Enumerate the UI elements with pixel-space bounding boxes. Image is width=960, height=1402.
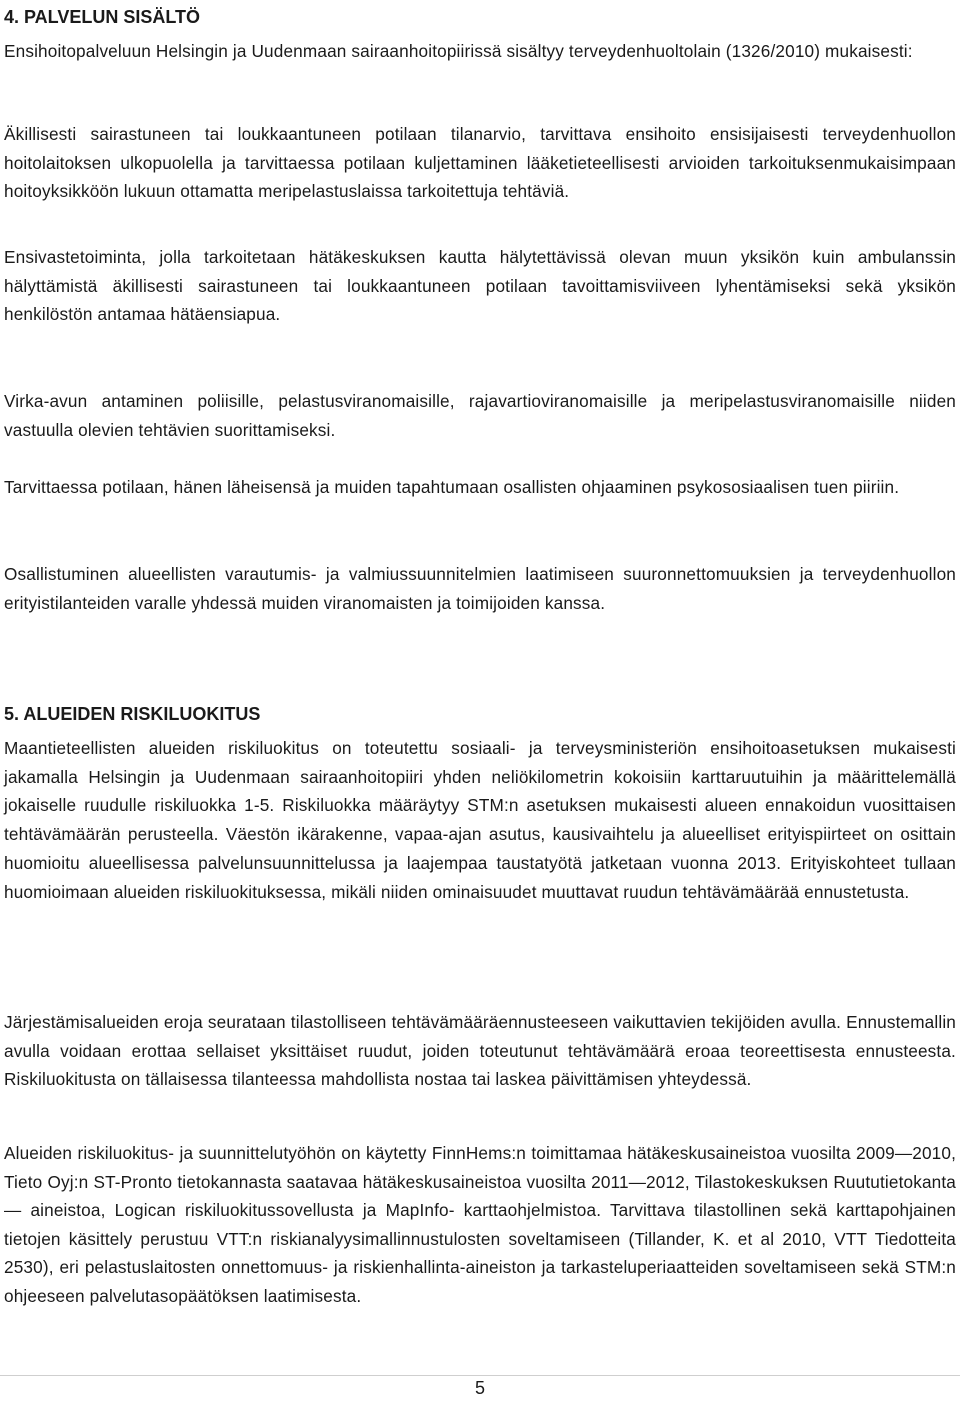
service-item-5: Osallistuminen alueellisten varautumis- ja valmiussuunnitelmien laatimiseen suuronnettomuuksien ja terveydenhuollon erityistilanteiden varalle yhdessä muiden viranomaisten ja toimijoiden kanssa. (4, 564, 956, 613)
risk-paragraph-1: Maantieteellisten alueiden riskiluokitus on toteutettu sosiaali- ja terveysministeriön ensihoitoasetuksen mukaisesti jakamalla Helsingin ja Uudenmaan sairaanhoitopiiri yhden neliökilometrin kokoisiin karttaruutuihin ja määrittelemällä jokaiselle ruudulle riskiluokka 1-5. Riskiluokka määräytyy STM:n asetuksen mukaisesti alueen ennakoidun vuosittaisen tehtävämäärän perusteella. Väestön ikärakenne, vapaa-ajan asutus, kausivaihtelu ja alueelliset erityispiirteet on osittain huomioitu alueellisessa palvelunsuunnittelussa ja laajempaa taustatyötä jatketaan vuonna 2013. Erityiskohteet tullaan huomioimaan alueiden riskiluokituksessa, mikäli niiden ominaisuudet muuttavat ruudun tehtävämäärää ennustetusta. (4, 738, 956, 902)
risk-paragraph-2: Järjestämisalueiden eroja seurataan tilastolliseen tehtävämääräennusteeseen vaikuttavien tekijöiden avulla. Ennustemallin avulla voidaan erottaa sellaiset yksittäiset ruudut, joiden toteutunut tehtävämäärä eroaa teoreettisesta ennusteesta. Riskiluokitusta on tällaisessa tilanteessa mahdollista nostaa tai laskea päivittämisen yhteydessä. (4, 1012, 956, 1090)
page-number: 5 (474, 1378, 485, 1398)
section-4-intro: Ensihoitopalveluun Helsingin ja Uudenmaan sairaanhoitopiirissä sisältyy terveydenhuoltolain (1326/2010) mukaisesti: (4, 41, 913, 61)
footer-divider (0, 1375, 960, 1376)
section-5-heading: 5. ALUEIDEN RISKILUOKITUS (4, 704, 261, 724)
service-item-4: Tarvittaessa potilaan, hänen läheisensä ja muiden tapahtumaan osallisten ohjaaminen psykososiaalisen tuen piiriin. (4, 477, 900, 497)
service-item-2: Ensivastetoiminta, jolla tarkoitetaan hätäkeskuksen kautta hälytettävissä olevan muun yksikön kuin ambulanssin hälyttämistä äkillisesti sairastuneen tai loukkaantuneen potilaan tavoittamisviiveen lyhentämiseksi sekä yksikön henkilöstön antamaa hätäensiapua. (4, 247, 956, 325)
service-item-1: Äkillisesti sairastuneen tai loukkaantuneen potilaan tilanarvio, tarvittava ensihoito ensisijaisesti terveydenhuollon hoitolaitoksen ulkopuolella ja tarvittaessa potilaan kuljettaminen lääketieteellisesti arvioiden tarkoituksenmukaisimpaan hoitoyksikköön lukuun ottamatta meripelastuslaissa tarkoitettuja tehtäviä. (4, 124, 956, 202)
section-4-heading: 4. PALVELUN SISÄLTÖ (4, 7, 201, 27)
service-item-3: Virka-avun antaminen poliisille, pelastusviranomaisille, rajavartioviranomaisille ja meripelastusviranomaisille niiden vastuulla olevien tehtävien suorittamiseksi. (4, 391, 956, 440)
risk-paragraph-3: Alueiden riskiluokitus- ja suunnittelutyöhön on käytetty FinnHems:n toimittamaa hätäkeskusaineistoa vuosilta 2009—2010, Tieto Oyj:n ST-Pronto tietokannasta saatavaa hätäkeskusaineistoa vuosilta 2011—2012, Tilastokeskuksen Ruututietokanta — aineistoa, Logican riskiluokitussovellusta ja MapInfo- karttaohjelmistoa. Tarvittava tilastollinen sekä karttapohjainen tietojen käsittely perustuu VTT:n riskianalyysimallinnustulosten soveltamiseen (Tillander, K. et al 2010, VTT Tiedotteita 2530), eri pelastuslaitosten onnettomuus- ja riskienhallinta-aineiston ja tarkasteluperiaatteiden soveltamiseen sekä STM:n ohjeeseen palvelutasopäätöksen laatimisesta. (4, 1143, 956, 1306)
